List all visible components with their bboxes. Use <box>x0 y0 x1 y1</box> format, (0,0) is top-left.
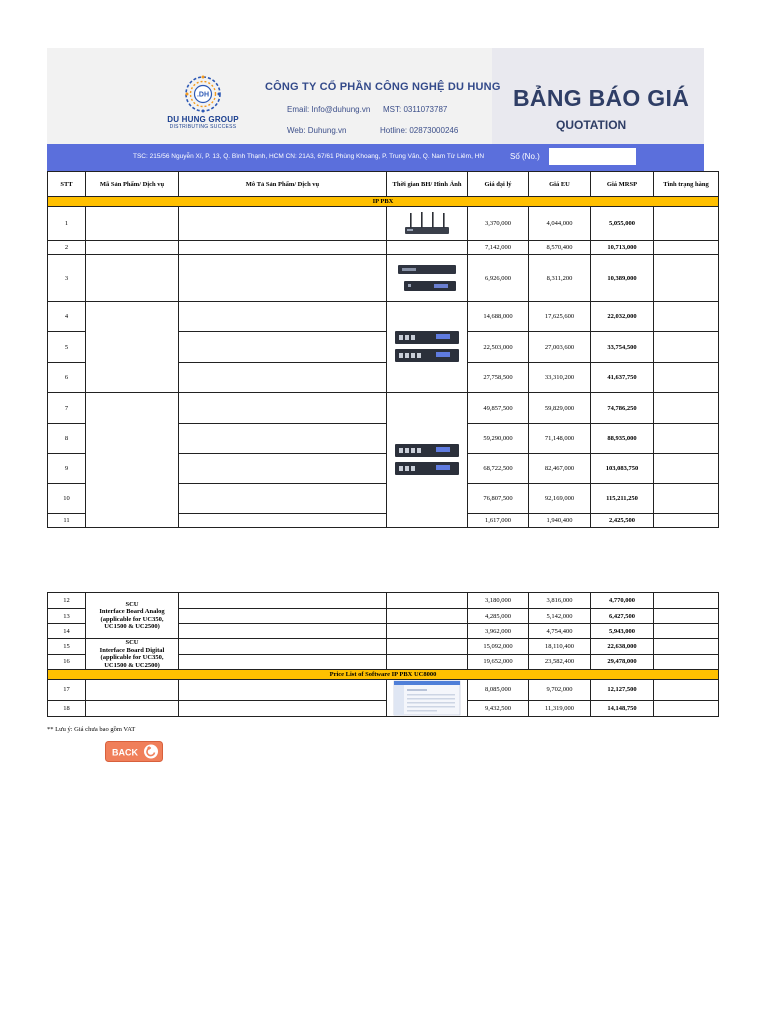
cell-eu-price: 33,310,200 <box>529 363 591 393</box>
cell-desc <box>179 393 387 424</box>
table-row <box>48 393 719 424</box>
cell-image <box>387 639 468 655</box>
cell-mrsp-price: 22,032,000 <box>591 302 654 332</box>
cell-status <box>654 393 719 424</box>
cell-dealer-price: 9,432,500 <box>468 700 529 716</box>
quotation-title-en: QUOTATION <box>556 118 627 132</box>
cell-stt: 5 <box>48 332 86 363</box>
cell-mrsp-price: 2,425,500 <box>591 514 654 528</box>
cell-code <box>86 700 179 716</box>
cell-desc <box>179 424 387 454</box>
table-row <box>48 593 719 609</box>
cell-status <box>654 454 719 484</box>
cell-code <box>86 241 179 255</box>
cell-dealer-price: 6,926,000 <box>468 255 529 302</box>
cell-dealer-price: 49,857,500 <box>468 393 529 424</box>
cell-stt: 17 <box>48 680 86 701</box>
col-header-dealer: Giá đại lý <box>468 172 529 197</box>
cell-image <box>387 593 468 609</box>
price-table-ippbx <box>47 171 719 528</box>
cell-stt: 4 <box>48 302 86 332</box>
address-bar <box>47 144 704 171</box>
cell-code <box>86 393 179 528</box>
cell-desc <box>179 609 387 624</box>
cell-desc <box>179 241 387 255</box>
cell-stt: 7 <box>48 393 86 424</box>
cell-stt: 18 <box>48 700 86 716</box>
back-button[interactable] <box>105 741 163 762</box>
cell-desc <box>179 624 387 639</box>
col-header-desc: Mô Tả Sản Phẩm/ Dịch vụ <box>179 172 387 197</box>
cell-image <box>387 680 468 717</box>
cell-dealer-price: 27,758,500 <box>468 363 529 393</box>
cell-mrsp-price: 5,943,000 <box>591 624 654 639</box>
cell-eu-price: 4,754,400 <box>529 624 591 639</box>
scu-digital-line2: (applicable for UC350, <box>100 654 164 661</box>
cell-image <box>387 393 468 528</box>
table-row <box>48 700 719 716</box>
cell-image <box>387 302 468 393</box>
cell-eu-price: 17,625,600 <box>529 302 591 332</box>
cell-status <box>654 241 719 255</box>
scu-digital-line3: UC1500 & UC2500) <box>104 661 160 669</box>
scu-analog-line2: (applicable for UC350, <box>100 615 164 623</box>
cell-eu-price: 71,148,000 <box>529 424 591 454</box>
col-header-eu: Giá EU <box>529 172 591 197</box>
table-row <box>48 241 719 255</box>
cell-eu-price: 3,816,000 <box>529 593 591 609</box>
brand-tagline: DISTRIBUTING SUCCESS <box>169 124 237 130</box>
cell-mrsp-price: 10,389,000 <box>591 255 654 302</box>
section-row-software <box>48 670 719 680</box>
cell-stt: 11 <box>48 514 86 528</box>
cell-desc <box>179 454 387 484</box>
col-header-code: Mã Sản Phẩm/ Dịch vụ <box>86 172 179 197</box>
scu-digital-line1: Interface Board Digital <box>99 646 165 654</box>
cell-image <box>387 609 468 624</box>
back-button-label: BACK <box>112 747 138 758</box>
quotation-title-vn: BẢNG BÁO GIÁ <box>513 85 690 111</box>
cell-status <box>654 624 719 639</box>
col-header-stt: STT <box>48 172 86 197</box>
cell-dealer-price: 19,652,000 <box>468 654 529 670</box>
cell-status <box>654 700 719 716</box>
cell-mrsp-price: 10,713,000 <box>591 241 654 255</box>
cell-eu-price: 8,570,400 <box>529 241 591 255</box>
cell-desc <box>179 593 387 609</box>
cell-eu-price: 27,003,600 <box>529 332 591 363</box>
cell-dealer-price: 14,688,000 <box>468 302 529 332</box>
cell-status <box>654 609 719 624</box>
cell-desc <box>179 514 387 528</box>
section-row-ippbx <box>48 197 719 207</box>
cell-dealer-price: 8,085,000 <box>468 680 529 701</box>
cell-status <box>654 484 719 514</box>
cell-dealer-price: 4,285,000 <box>468 609 529 624</box>
cell-code <box>86 302 179 393</box>
quotation-number-field <box>549 148 636 165</box>
rack-server-icon <box>394 261 460 295</box>
scu-digital-title: SCU <box>125 639 139 646</box>
company-logo <box>167 74 239 144</box>
col-header-status: Tình trạng hàng <box>654 172 719 197</box>
du-hung-logo-icon <box>184 74 222 114</box>
table-row <box>48 680 719 701</box>
cell-image <box>387 241 468 255</box>
cell-eu-price: 9,702,000 <box>529 680 591 701</box>
vat-note: ** Lưu ý: Giá chưa bao gồm VAT <box>47 726 136 733</box>
cell-image <box>387 255 468 302</box>
cell-code-scu-analog <box>86 593 179 639</box>
cell-mrsp-price: 74,786,250 <box>591 393 654 424</box>
table-row <box>48 255 719 302</box>
cell-desc <box>179 363 387 393</box>
cell-status <box>654 639 719 655</box>
cell-mrsp-price: 5,055,000 <box>591 207 654 241</box>
quotation-header <box>47 48 704 171</box>
cell-dealer-price: 68,722,500 <box>468 454 529 484</box>
brand-name: DU HUNG GROUP <box>167 115 239 124</box>
cell-eu-price: 11,319,000 <box>529 700 591 716</box>
cell-status <box>654 255 719 302</box>
cell-dealer-price: 1,617,000 <box>468 514 529 528</box>
table-row <box>48 207 719 241</box>
cell-desc <box>179 700 387 716</box>
table-row <box>48 639 719 655</box>
cell-status <box>654 514 719 528</box>
cell-eu-price: 59,829,000 <box>529 393 591 424</box>
cell-mrsp-price: 29,478,000 <box>591 654 654 670</box>
cell-code <box>86 255 179 302</box>
cell-desc <box>179 302 387 332</box>
cell-eu-price: 1,940,400 <box>529 514 591 528</box>
cell-status <box>654 207 719 241</box>
cell-stt: 14 <box>48 624 86 639</box>
cell-image <box>387 654 468 670</box>
table-row <box>48 302 719 332</box>
cell-stt: 16 <box>48 654 86 670</box>
section-title: IP PBX <box>48 197 719 207</box>
cell-desc <box>179 654 387 670</box>
company-email: Email: Info@duhung.vn <box>287 105 371 114</box>
cell-image <box>387 624 468 639</box>
cell-stt: 8 <box>48 424 86 454</box>
cell-dealer-price: 15,092,000 <box>468 639 529 655</box>
svg-text:.DH: .DH <box>196 91 210 99</box>
company-website: Web: Duhung.vn <box>287 126 347 135</box>
cell-desc <box>179 680 387 701</box>
cell-mrsp-price: 103,083,750 <box>591 454 654 484</box>
cell-image <box>387 207 468 241</box>
cell-status <box>654 424 719 454</box>
cell-stt: 3 <box>48 255 86 302</box>
cell-dealer-price: 3,180,000 <box>468 593 529 609</box>
quotation-number-label: Số (No.) <box>510 152 540 161</box>
cell-eu-price: 4,044,000 <box>529 207 591 241</box>
cell-eu-price: 5,142,000 <box>529 609 591 624</box>
cell-desc <box>179 639 387 655</box>
cell-dealer-price: 7,142,000 <box>468 241 529 255</box>
company-hotline: Hotline: 02873000246 <box>380 126 459 135</box>
cell-desc <box>179 484 387 514</box>
scu-analog-title: SCU <box>125 600 139 608</box>
software-screenshot-icon <box>392 680 462 716</box>
cell-stt: 12 <box>48 593 86 609</box>
cell-status <box>654 654 719 670</box>
section-title: Price List of Software IP PBX UC8000 <box>48 670 719 680</box>
cell-desc <box>179 255 387 302</box>
cell-mrsp-price: 33,754,500 <box>591 332 654 363</box>
cell-desc <box>179 332 387 363</box>
cell-stt: 13 <box>48 609 86 624</box>
company-tax-id: MST: 0311073787 <box>383 105 448 114</box>
cell-mrsp-price: 22,638,000 <box>591 639 654 655</box>
cell-stt: 15 <box>48 639 86 655</box>
cell-status <box>654 680 719 701</box>
cell-code <box>86 207 179 241</box>
cell-stt: 2 <box>48 241 86 255</box>
cell-dealer-price: 3,370,000 <box>468 207 529 241</box>
back-button-graphic[interactable] <box>105 741 163 762</box>
cell-dealer-price: 76,807,500 <box>468 484 529 514</box>
cell-eu-price: 18,110,400 <box>529 639 591 655</box>
cell-mrsp-price: 14,148,750 <box>591 700 654 716</box>
cell-stt: 1 <box>48 207 86 241</box>
cell-status <box>654 332 719 363</box>
price-table-scu <box>47 592 719 717</box>
table-header-row <box>48 172 719 197</box>
rack-chassis-icon <box>392 327 462 367</box>
cell-code <box>86 680 179 701</box>
cell-eu-price: 82,467,000 <box>529 454 591 484</box>
cell-mrsp-price: 6,427,500 <box>591 609 654 624</box>
cell-status <box>654 302 719 332</box>
cell-eu-price: 23,582,400 <box>529 654 591 670</box>
router-device-icon <box>399 211 455 237</box>
cell-mrsp-price: 4,770,000 <box>591 593 654 609</box>
cell-status <box>654 593 719 609</box>
col-header-mrsp: Giá MRSP <box>591 172 654 197</box>
cell-desc <box>179 207 387 241</box>
scu-analog-line3: UC1500 & UC2500) <box>104 623 160 630</box>
rack-chassis-large-icon <box>392 440 462 480</box>
company-address: TSC: 215/56 Nguyễn Xí, P. 13, Q. Bình Thạnh, HCM CN: 21A3, 67/61 Phùng Khoang, P. Trung Văn, Q. Nam Từ Liêm, HN <box>133 153 485 160</box>
cell-dealer-price: 22,503,000 <box>468 332 529 363</box>
cell-mrsp-price: 115,211,250 <box>591 484 654 514</box>
cell-stt: 6 <box>48 363 86 393</box>
cell-code-scu-digital <box>86 639 179 670</box>
col-header-warranty: Thời gian BH/ Hình Ảnh <box>387 172 468 197</box>
cell-eu-price: 92,169,000 <box>529 484 591 514</box>
cell-stt: 10 <box>48 484 86 514</box>
cell-stt: 9 <box>48 454 86 484</box>
cell-mrsp-price: 88,935,000 <box>591 424 654 454</box>
cell-mrsp-price: 41,637,750 <box>591 363 654 393</box>
cell-dealer-price: 59,290,000 <box>468 424 529 454</box>
cell-status <box>654 363 719 393</box>
cell-dealer-price: 3,962,000 <box>468 624 529 639</box>
scu-analog-line1: Interface Board Analog <box>99 608 165 615</box>
cell-eu-price: 8,311,200 <box>529 255 591 302</box>
company-name: CÔNG TY CỔ PHẦN CÔNG NGHỆ DU HUNG <box>265 81 501 93</box>
cell-mrsp-price: 12,127,500 <box>591 680 654 701</box>
